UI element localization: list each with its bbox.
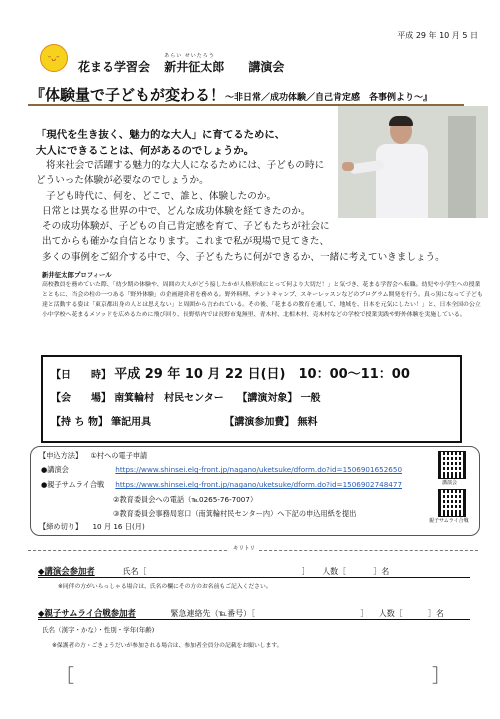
speaker-photo [338,106,488,218]
lecture-application-link[interactable]: https://www.shinsei.elg-front.jp/nagano/uketsuke/dform.do?id=1506901652650 [115,465,403,474]
camp-qr-caption: 親子サムライ合戦 [429,518,469,524]
apply-camp-label: ●親子サムライ合戦 [41,480,105,489]
hanamaru-logo-icon: ᵔᴗᵔ [40,44,68,72]
camp-participants-field[interactable] [76,660,426,690]
info-items-key: 【持 ち 物】 [51,417,108,428]
lecture-qr-caption: 講演会 [442,480,458,486]
camp-form-row [38,607,444,619]
camp-form-note: ※保護者の方・ごきょうだいが参加される場合は、参加者全員分の記載をお願いします。 [52,643,283,649]
camp-fields-label: 氏名（漢字・かな）・性別・学年(年齢) [42,626,155,634]
camp-form-underline [38,619,470,620]
speaker-ruby: あらい せいたろう [164,53,215,59]
info-items-value: 筆記用具 [111,417,152,428]
para2-line-3: 出てからも確かな自信となります。これまで私が現場で見てきた、 [42,236,330,248]
camp-form-title: ◆親子サムライ合戦参加者 [38,608,136,618]
info-fee-value: 無料 [297,417,318,428]
lecture-name-close: ］ [301,567,310,576]
info-place-key: 【会 場】 [51,393,111,404]
camp-count-unit: ］名 [427,609,444,618]
speaker-name-wrap [164,53,238,74]
camp-contact-close: ］ [360,609,369,618]
title-main: 『体験量で子どもが変わる！ [30,86,226,104]
info-place-row [51,389,321,404]
apply-method-2: ②教育委員会への電話（℡0265-76-7007） [113,495,258,504]
apply-method-row [39,451,147,461]
deadline-value: 10 月 16 日(月) [92,522,145,531]
body-line-1: 将来社会で活躍する魅力的な大人になるためには、子どもの時に [46,160,325,171]
lecture-form-title: ◆講演会参加者 [38,566,95,576]
apply-method-3: ③教育委員会事務局窓口（南箕輪村民センター内）へ下記の申込用紙を提出 [113,509,357,518]
apply-camp-row [41,480,402,490]
info-date-row [51,363,410,382]
body-line-2: どういった体験が必要なのでしょうか。 [36,175,209,187]
para2-line-1: 日常とは異なる世界の中で、どんな成功体験を経てきたのか。 [42,206,311,217]
camp-participants-open: ［ [56,666,74,687]
camp-contact-label: 緊急連絡先（℡番号）［ [170,609,256,618]
para2-line-2: その成功体験が、子どもの自己肯定感を育て、子どもたちが社会に [42,221,330,233]
info-items-row [51,413,318,428]
deadline-label: 【締め切り】 [39,522,83,531]
apply-method-label: 【申込方法】 [39,451,83,460]
camp-count-label: 人数［ [378,609,403,618]
org-name: 花まる学習会 [78,60,151,74]
apply-method-1: ①村への電子申請 [90,451,148,460]
header-line [78,53,294,75]
lecture-count-label: 人数［ [322,567,347,576]
info-place-value: 南箕輪村 村民センター [114,393,224,404]
profile-body: 高校教員を務めていた際、「幼少期の体験や、周囲の大人がどう接したかが人格形成にとって何より大切だ！」と気づき、花まる学習会へ転職。幼児や小学生への授業とともに、当会の柱の一つある「野外体験」の企画運営者を務める。野外料理、テントキャンプ、スキーレッスンなどのプログラム開発を行う。真っ黒になって子ども達と活動する姿は「東京都出身の人とは思えない」と周囲から言われている。その後、「花まるの教育を通して、地域を、日本を元気にしたい！」と、日本全国の公立小中学校へ花まるメソッドを広めるために飛び回り、長野県内では長野市鬼無里、青木村、北相木村、売木村などの学校で授業実践や野外体験を実施している。 [42,282,483,318]
application-box [30,446,480,536]
lecture-form-note: ※同伴の方がいらっしゃる場合は、氏名の欄にその方のお名前もご記入ください。 [58,584,272,590]
lecture-qr-code[interactable] [438,451,466,479]
page-title [30,84,432,105]
info-target-value: 一般 [300,393,321,404]
info-date-key: 【日 時】 [51,370,111,381]
info-target-key: 【講演対象】 [237,393,298,404]
title-sub: ～非日常／成功体験／自己肯定感 各事例より～』 [225,93,433,103]
event-label: 講演会 [248,60,285,74]
intro-body [36,158,336,204]
apply-deadline-row [39,522,145,532]
speaker-name: 新井征太郎 [164,60,225,74]
camp-participants-close: ］ [432,666,450,687]
apply-lecture-label: ●講演会 [41,465,69,474]
info-fee-key: 【講演参加費】 [224,417,295,428]
intro-lead [36,128,336,159]
event-info-box [41,355,462,443]
lecture-form-row [38,565,389,577]
intro-line-1: 「現代を生き抜く、魅力的な大人」に育てるために、 [36,129,286,141]
para2-line-4: 多くの事例をご紹介する中で、今、子どもたちに何ができるか、一緒に考えていきましょう。 [42,251,445,263]
intro-line-2: 大人にできることは、何があるのでしょうか。 [36,144,255,157]
camp-application-link[interactable]: https://www.shinsei.elg-front.jp/nagano/uketsuke/dform.do?id=1506902748477 [115,480,403,489]
body-paragraph-2 [42,204,482,265]
body-line-3: 子ども時代に、何を、どこで、誰と、体験したのか。 [46,190,277,202]
lecture-name-label: 氏名［ [122,567,147,576]
apply-lecture-row [41,465,402,475]
camp-qr-code[interactable] [438,489,466,517]
info-date-value: 平成 29 年 10 月 22 日(日) 10：00～11：00 [114,367,410,382]
lecture-form-underline [38,577,470,578]
document-date: 平成 29 年 10 月 5 日 [397,31,478,40]
lecture-count-unit: ］名 [373,567,390,576]
cut-label: キリトリ [229,544,259,552]
profile-title: 新井征太郎プロフィール [42,271,112,279]
